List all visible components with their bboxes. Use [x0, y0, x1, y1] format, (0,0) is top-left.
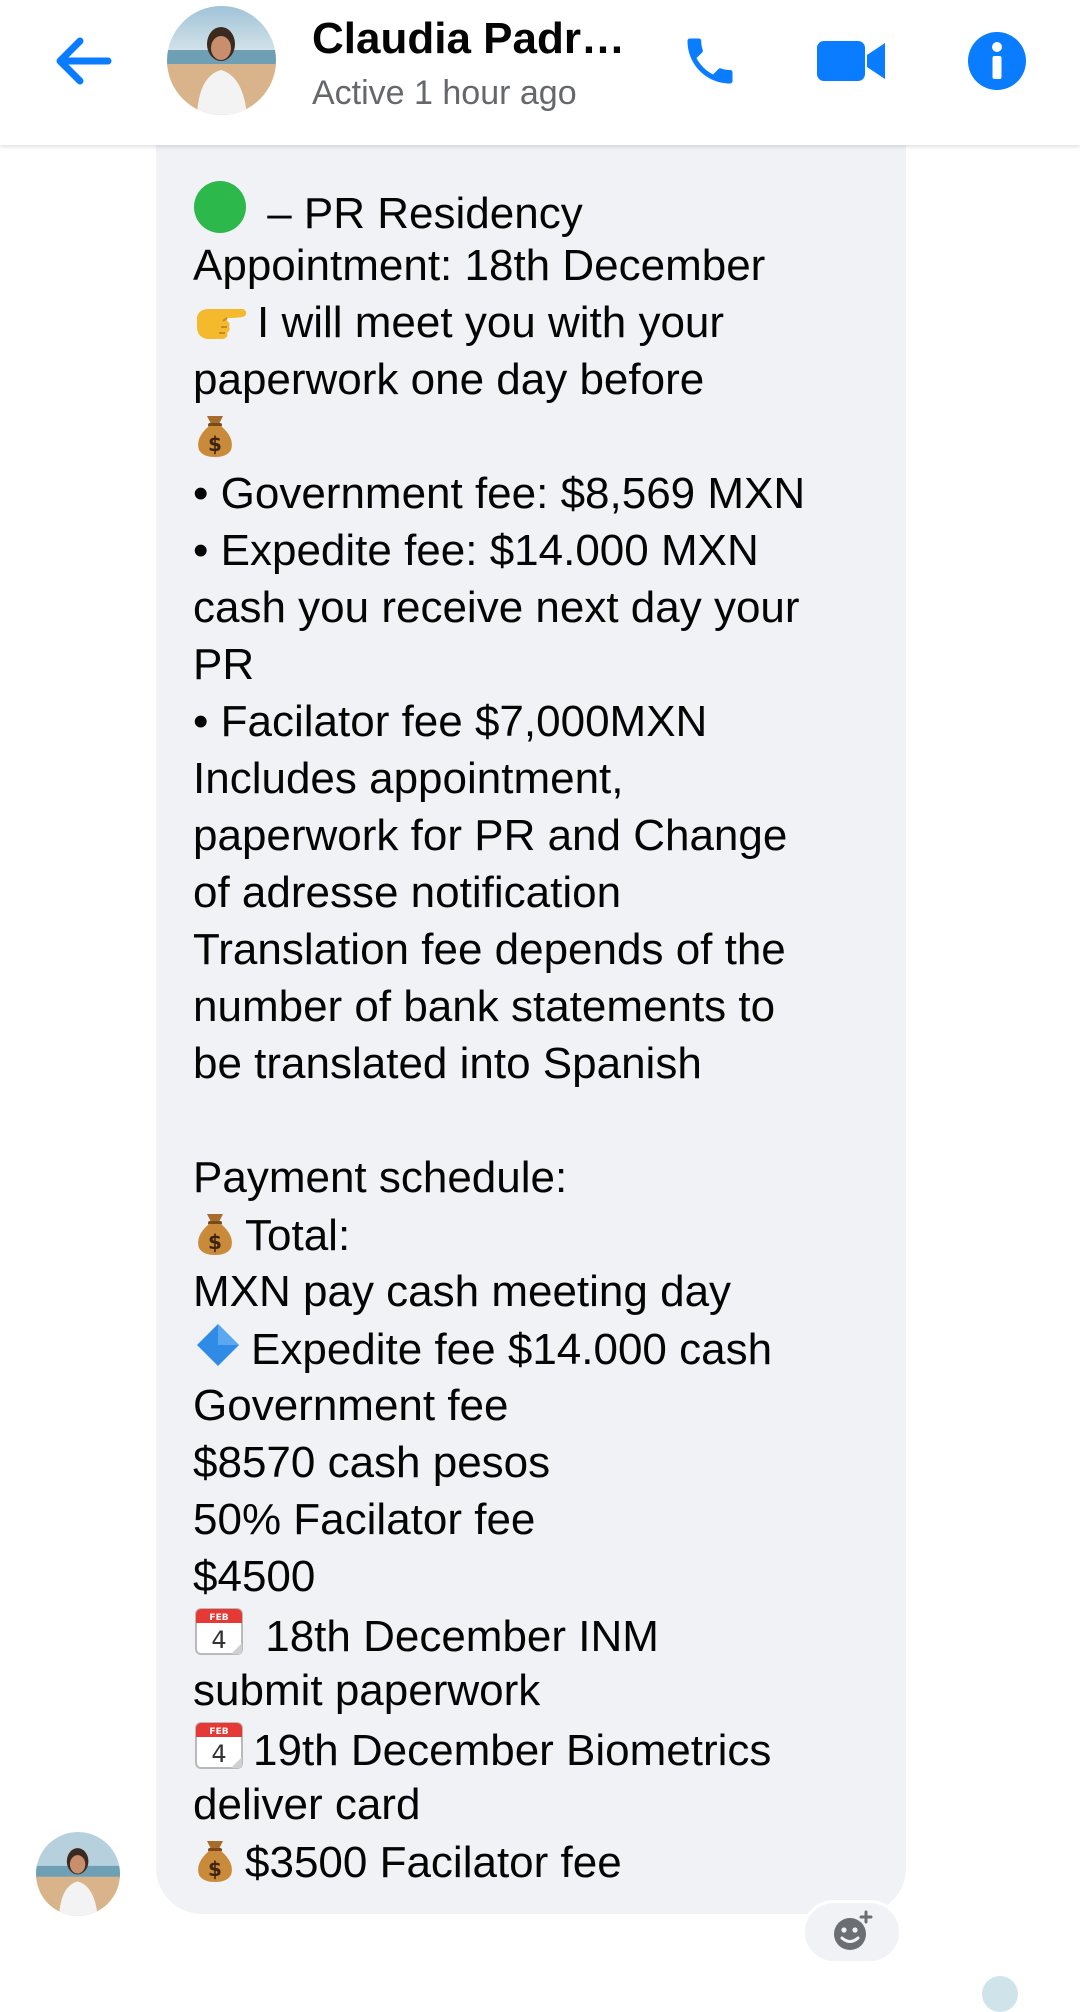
message-line-text: submit paperwork: [193, 1666, 541, 1715]
message-line: [193, 1149, 876, 1206]
message-line-text: paperwork one day before: [193, 355, 705, 404]
message-line-text: • Expedite fee: $14.000 MXN: [193, 526, 759, 575]
money-bag-icon: [193, 408, 237, 472]
message-line-text: 50% Facilator fee: [193, 1495, 536, 1544]
svg-text:$: $: [208, 432, 222, 456]
message-line: [193, 1548, 876, 1605]
back-button[interactable]: [48, 30, 118, 92]
add-reaction-icon: [830, 1910, 874, 1954]
message-line: [193, 1092, 876, 1149]
message-line: [193, 1377, 876, 1434]
contact-name[interactable]: Claudia Padr…: [312, 14, 625, 63]
message-line-text: of adresse notification: [193, 868, 622, 917]
audio-call-button[interactable]: [672, 26, 748, 96]
message-line-text: $8570 cash pesos: [193, 1438, 551, 1487]
sender-avatar[interactable]: [36, 1832, 120, 1916]
message-line: [193, 408, 876, 465]
message-line: [193, 750, 876, 807]
message-line-text: paperwork for PR and Change: [193, 811, 788, 860]
message-line: [193, 1434, 876, 1491]
video-camera-icon: [815, 37, 889, 85]
message-line-text: MXN pay cash meeting day: [193, 1267, 732, 1316]
svg-text:$: $: [208, 1857, 222, 1881]
message-line: [193, 579, 876, 636]
message-line: [193, 294, 876, 351]
message-line: [193, 636, 876, 693]
money-bag-icon: [193, 1206, 237, 1270]
message-line: [193, 180, 876, 237]
message-line-text: Translation fee depends of the: [193, 925, 786, 974]
message-line-text: • Government fee: $8,569 MXN: [193, 469, 806, 518]
message-line: [193, 693, 876, 750]
message-line-text: number of bank statements to: [193, 982, 776, 1031]
message-line-text: cash you receive next day your: [193, 583, 800, 632]
conversation-info-button[interactable]: [962, 26, 1032, 96]
message-line: [193, 978, 876, 1035]
back-arrow-icon: [54, 37, 112, 85]
message-text: [193, 180, 876, 1890]
message-line-text: Government fee: [193, 1381, 509, 1430]
message-line: [193, 522, 876, 579]
seen-indicator: [982, 1976, 1018, 2012]
message-line: [193, 237, 876, 294]
message-line: [193, 1605, 876, 1662]
message-line-text: Payment schedule:: [193, 1153, 568, 1202]
pointing-hand-icon: [193, 299, 249, 357]
message-line: [193, 1776, 876, 1833]
message-line: [193, 864, 876, 921]
message-line-text: • Facilator fee $7,000MXN: [193, 697, 708, 746]
video-call-button[interactable]: [812, 26, 892, 96]
svg-text:FEB: FEB: [209, 1613, 229, 1623]
message-line: [193, 1719, 876, 1776]
message-line: [193, 1662, 876, 1719]
svg-text:$: $: [208, 1230, 222, 1254]
message-line-text: 18th December INM: [253, 1612, 659, 1661]
message-line-text: – PR Residency: [255, 189, 583, 238]
money-bag-icon: [193, 1833, 237, 1897]
message-line: [193, 465, 876, 522]
message-line: [193, 1263, 876, 1320]
message-line: [193, 351, 876, 408]
message-line: [193, 1320, 876, 1377]
contact-avatar[interactable]: [167, 6, 276, 115]
message-line-text: $3500 Facilator fee: [245, 1838, 622, 1887]
message-line: [193, 1206, 876, 1263]
message-line-text: Includes appointment,: [193, 754, 624, 803]
message-line: [193, 921, 876, 978]
message-line-text: PR: [193, 640, 255, 689]
active-status: Active 1 hour ago: [312, 74, 577, 112]
message-line-text: Appointment: 18th December: [193, 241, 766, 290]
message-line-text: Total:: [245, 1211, 351, 1260]
message-line-text: Expedite fee $14.000 cash: [251, 1325, 773, 1374]
message-line-text: $4500: [193, 1552, 316, 1601]
message-line-text: be translated into Spanish: [193, 1039, 702, 1088]
message-line-text: 19th December Biometrics: [253, 1726, 772, 1775]
info-icon: [967, 31, 1027, 91]
add-reaction-button[interactable]: [802, 1900, 902, 1964]
svg-text:4: 4: [211, 1626, 227, 1654]
svg-text:FEB: FEB: [209, 1727, 229, 1737]
message-bubble[interactable]: [156, 110, 906, 1914]
message-line: [193, 807, 876, 864]
message-line: [193, 1833, 876, 1890]
svg-text:4: 4: [211, 1740, 227, 1768]
blue-diamond-icon: [193, 1320, 243, 1384]
message-line-text: I will meet you with your: [257, 298, 725, 347]
message-line: [193, 1491, 876, 1548]
message-line-text: deliver card: [193, 1780, 421, 1829]
message-line: [193, 1035, 876, 1092]
phone-icon: [680, 31, 740, 91]
conversation-header: [0, 0, 1080, 145]
